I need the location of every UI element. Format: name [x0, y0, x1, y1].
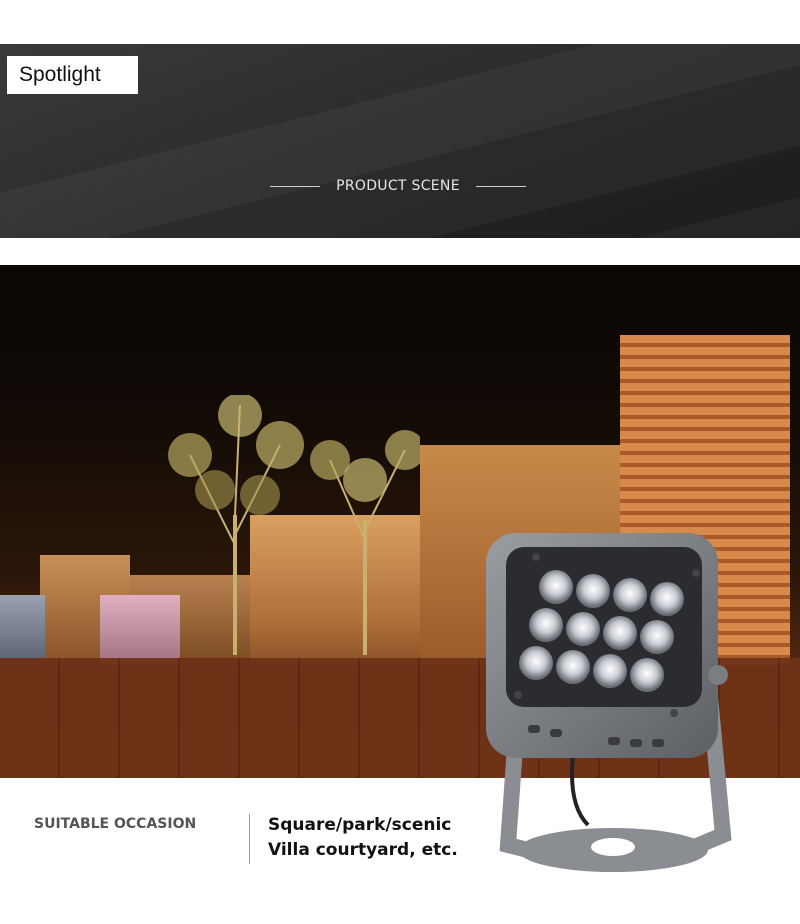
occasion-label: SUITABLE OCCASION [34, 816, 197, 832]
section-title-text: PRODUCT SCENE [336, 178, 460, 194]
title-rule-left [270, 186, 320, 187]
building [0, 595, 45, 665]
occasion-text [268, 813, 458, 863]
occasion-line: Square/park/scenic [268, 815, 452, 835]
tree [160, 395, 310, 655]
category-tag: Spotlight [7, 56, 138, 94]
section-title [270, 175, 526, 197]
occasion-divider [249, 814, 250, 864]
tree [310, 420, 420, 655]
led-spotlight-image [478, 525, 748, 890]
title-rule-right [476, 186, 526, 187]
occasion-line: Villa courtyard, etc. [268, 840, 458, 860]
